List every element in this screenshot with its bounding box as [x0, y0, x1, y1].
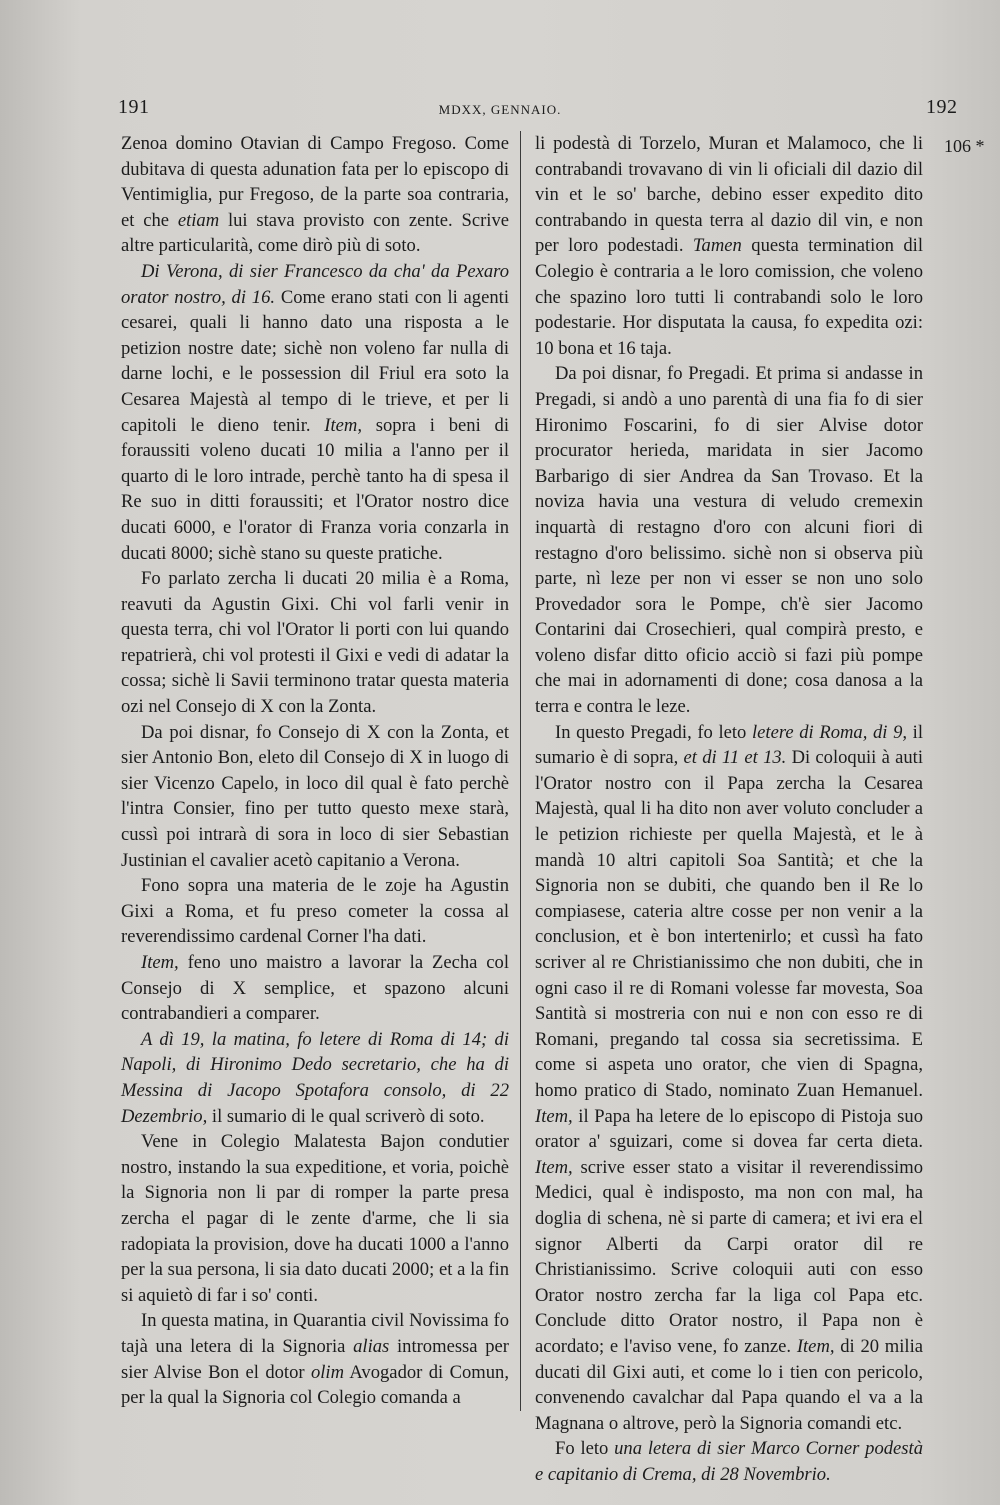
paragraph: Vene in Colegio Malatesta Bajon condutier nostro, instando la sua expeditione, et voria, poichè la Signoria non li par di romper la parte presa zercha el pagar di le zente d'arme, che li sia radopiata la provision, dove ha ducati 1000 a l'anno per la sua persona, li sia dato ducati 2000; et a la fin si aquietò di far i so' conti.	[121, 1131, 509, 1306]
page-number-left: 191	[118, 96, 150, 118]
paragraph: In questa matina, in Quarantia civil Novissima fo tajà una letera di la Signoria alias intromessa per sier Alvise Bon el dotor olim Avogador di Comun, per la qual la Signoria col Colegio comanda a	[121, 1310, 509, 1409]
paragraph: In questo Pregadi, fo leto letere di Roma, di 9, il sumario è di sopra, et di 11 et 13. Di coloquii à auti l'Orator nostro con il Papa zercha la Cesarea Majestà, qual li ha dito non aver voluto concluder a le petizion richieste per quella Majestà, et le à mandà 10 altri capitoli Soa Santità; et che la Signoria non se dubiti, che quando ben il Re lo compiasese, cateria altre cosse per non venir a la conclusion, et è bon intertenirlo; et cussì ha fato scriver al re Christianissimo che non dubiti, che in ogni caso il re di Romani volesse far movesta, Soa Santità si mostreria con nui e non con esso re di Romani, pregando tal cossa sia secretissima. E come si aspeta uno orator, che vien di Spagna, homo pratico di Stado, nominato Zuan Hemanuel. Item, il Papa ha letere de lo episcopo di Pistoja suo orator a' sguizari, come si dovea far certa dieta. Item, scrive esser stato a visitar il reverendissimo Medici, qual è indisposto, ma non con mal, ha doglia di schena, nè si parte di camera; et ivi era el signor Alberti da Carpi orator dil re Christianissimo. Scrive coloquii auti con esso Orator nostro zercha far la liga col Papa etc. Conclude ditto Orator nostro, il Papa non è acordato; e l'aviso vene, fo zanze. Item, di 20 milia ducati dil Gixi auti, et come lo i tien con pericolo, convenendo cavalchar dal Papa quando el va a la Magnana o altrove, però la Signoria comandi etc.	[535, 721, 924, 1434]
margin-folio-note: 106 *	[944, 136, 985, 156]
paragraph: Item, feno uno maistro a lavorar la Zecha col Consejo di X semplice, et spazono alcuni contrabandieri a comparer.	[121, 952, 509, 1025]
paragraph: Fo leto una letera di sier Marco Corner podestà e capitanio di Crema, di 28 Novembrio.	[535, 1438, 923, 1485]
running-head: MDXX, GENNAIO.	[438, 102, 562, 117]
column-divider	[520, 131, 521, 1411]
paragraph: Da poi disnar, fo Pregadi. Et prima si andasse in Pregadi, si andò a uno parentà di una fia fo di sier Hironimo Foscarini, fo di sier Alvise dotor procurator herieda, maridata in sier Jacomo Barbarigo di sier Andrea da San Trovaso. Et la noviza havia una vestura di veludo cremexin inquartà di restagno d'oro con alcuni fiori di restagno d'oro belissimo. sichè non si observa più parte, nì leze per non vi esser se non uno solo Provedador sora le Pompe, ch'è sier Jacomo Contarini dai Crosechieri, qual compirà presto, e voleno disfar ditto oficio acciò si fazi più pompe che mai in adornamenti di done; cosa danosa a la terra e contra le leze.	[535, 363, 923, 718]
paragraph: Zenoa domino Otavian di Campo Fregoso. Come dubitava di questa adunation fata per lo episcopo di Ventimiglia, pur Fregoso, de la parte soa contraria, et che etiam lui stava provisto con zente. Scrive altre particularità, come dirò più di soto.	[121, 133, 509, 257]
paragraph: Di Verona, di sier Francesco da cha' da Pexaro orator nostro, di 16. Come erano stati con li agenti cesarei, quali li hanno dato una risposta a le petizion nostre date; sichè non voleno far nulla di darne lochi, e le possession dil Friul era soto la Cesarea Majestà al tempo di le trieve, et per li capitoli le dieno tenir. Item, sopra i beni di foraussiti voleno ducati 10 milia a l'anno per il quarto di le loro intrade, perchè tanto ha di spesa il Re suo in ditti foraussiti; et l'Orator nostro dice ducati 6000, e l'orator di Franza voria conzarla in ducati 8000; sichè stano su queste pratiche.	[121, 260, 510, 564]
paragraph: Da poi disnar, fo Consejo di X con la Zonta, et sier Antonio Bon, eleto dil Consejo di X in luogo di sier Vicenzo Capelo, in loco dil qual è fato perchè l'intra Consier, fino per tutto questo mexe starà, cussì poi intrarà di sora in loco di sier Sebastian Justinian el cavalier acetò capitanio a Verona.	[121, 721, 509, 871]
left-text-column	[121, 131, 509, 1411]
page-number-right: 192	[926, 96, 958, 118]
paragraph: A dì 19, la matina, fo letere di Roma di 14; di Napoli, di Hironimo Dedo secretario, che ha di Messina di Jacopo Spotafora consolo, di 22 Dezembrio, il sumario di le qual scriverò di soto.	[121, 1028, 509, 1127]
right-text-column	[535, 131, 923, 1487]
paragraph: Fono sopra una materia de le zoje ha Agustin Gixi a Roma, et fu preso cometer la cossa al reverendissimo cardenal Corner l'ha dati.	[121, 875, 509, 948]
paragraph: Fo parlato zercha li ducati 20 milia è a Roma, reavuti da Agustin Gixi. Chi vol farli venir in questa terra, chi vol l'Orator li porti con lui quando repatrierà, chi vol protesti il Gixi e vedi di adatar la cossa; sichè li Savii terminono tratar questa materia ozi nel Consejo di X con la Zonta.	[121, 568, 509, 718]
paragraph: li podestà di Torzelo, Muran et Malamoco, che li contrabandi trovavano di vin li oficiali dil dazio dil vin et le so' barche, debino esser expedito dito contrabando in questa terra al dazio dil vin, e non per loro podestadi. Tamen questa termination dil Colegio è contraria a le loro comission, che voleno che spazino loro tutti li contrabandi solo le loro podestarie. Hor disputata la causa, fo expedita ozi: 10 bona et 16 taja.	[535, 133, 923, 359]
